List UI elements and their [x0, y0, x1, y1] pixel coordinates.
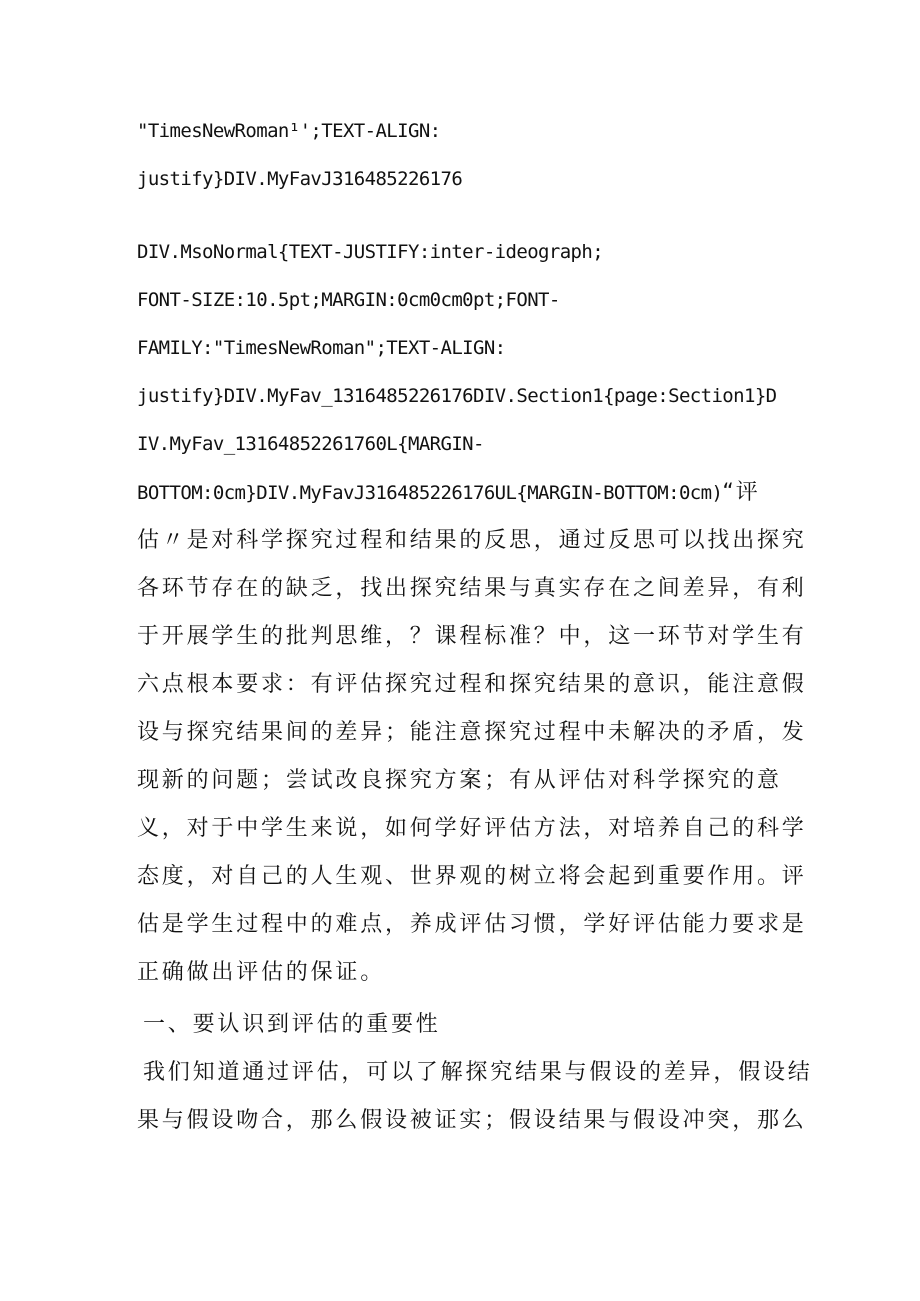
paragraph-line: 于开展学生的批判思维，？课程标准？中，这一环节对学生有: [137, 624, 807, 649]
paragraph-line: 正确做出评估的保证。: [137, 960, 386, 985]
code-line: FAMILY:"TimesNewRoman";TEXT-ALIGN:: [137, 337, 506, 359]
paragraph-line: 六点根本要求：有评估探究过程和探究结果的意识，能注意假: [137, 672, 807, 697]
section-heading: 一、要认识到评估的重要性: [143, 1012, 441, 1037]
code-line: FONT-SIZE:10.5pt;MARGIN:0cm0cm0pt;FONT-: [137, 289, 560, 311]
code-line: IV.MyFav_13164852261760L{MARGIN-: [137, 433, 484, 455]
paragraph-line: 态度，对自己的人生观、世界观的树立将会起到重要作用。评: [137, 864, 807, 889]
text-segment: “评: [722, 480, 760, 505]
code-line: DIV.MsoNormal{TEXT-JUSTIFY:inter-ideograph;: [137, 241, 604, 263]
paragraph-line: 我们知道通过评估，可以了解探究结果与假设的差异，假设结: [143, 1060, 813, 1085]
code-segment: BOTTOM:0cm}DIV.MyFavJ316485226176UL{MARGIN-BOTTOM:0cm): [137, 482, 723, 504]
paragraph-line: 现新的问题；尝试改良探究方案；有从评估对科学探究的意: [137, 768, 782, 793]
code-line: justify}DIV.MyFav_1316485226176DIV.Section1{page:Section1}D: [137, 385, 777, 407]
paragraph-line: 义，对于中学生来说，如何学好评估方法，对培养自己的科学: [137, 816, 807, 841]
paragraph-line: 设与探究结果间的差异；能注意探究过程中未解决的矛盾，发: [137, 720, 807, 745]
paragraph-line: 估是学生过程中的难点，养成评估习惯，学好评估能力要求是: [137, 912, 807, 937]
paragraph-line: 果与假设吻合，那么假设被证实；假设结果与假设冲突，那么: [137, 1108, 807, 1133]
paragraph-line: 估〃是对科学探究过程和结果的反思，通过反思可以找出探究: [137, 528, 807, 553]
mixed-line: [137, 479, 760, 507]
code-line: justify}DIV.MyFavJ316485226176: [137, 168, 463, 190]
paragraph-line: 各环节存在的缺乏，找出探究结果与真实存在之间差异，有利: [137, 576, 807, 601]
code-line: "TimesNewRoman¹';TEXT-ALIGN:: [137, 120, 441, 142]
